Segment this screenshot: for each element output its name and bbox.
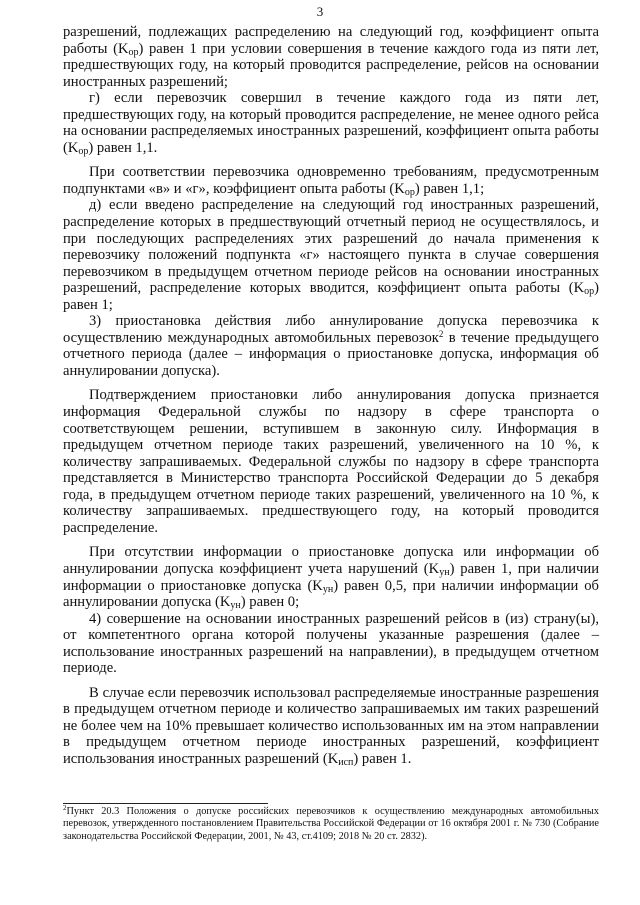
text-segment: ) равен 1.: [353, 750, 412, 767]
subscript: ор: [404, 186, 415, 198]
footnote-separator: [63, 803, 268, 804]
paragraph: [63, 197, 599, 313]
paragraph: [63, 90, 599, 156]
paragraph: [63, 611, 599, 677]
subscript: ор: [128, 46, 139, 58]
paragraph: [63, 313, 599, 379]
subscript: ор: [584, 286, 595, 298]
document-body: [63, 24, 599, 768]
text-segment: При соответствии перевозчика одновременно требованиям, предусмотренным подпунктами «в» и «г», коэффициент опыта работы (K: [63, 164, 599, 197]
footnote-marker: 2: [63, 804, 67, 812]
text-segment: ) равен 1,1.: [88, 139, 158, 156]
page-number: 3: [316, 4, 324, 19]
subscript: исп: [338, 756, 354, 768]
footnote-text: Пункт 20.3 Положения о допуске российских перевозчиков к осуществлению международных автомобильных перевозок, утвержденного постановлением Правительства Российской Федерации от 16 октября 2001 г. № 730 (Собрание законодательства Российской Федерации, 2001, № 43, ст.4109; 2018 № 20 ст. 2832).: [63, 806, 599, 842]
text-segment: г) если перевозчик совершил в течение каждого года из пяти лет, предшествующих году, на который проводится распределение, не менее одного рейса на основании распределяемых иностранных разрешений, коэффициент опыта работы (K: [63, 90, 599, 156]
subscript: ун: [439, 566, 450, 578]
paragraph: [63, 685, 599, 768]
text-segment: ) равен 1,1;: [414, 180, 485, 197]
text-segment: разрешений, подлежащих распределению на следующий год, коэффициент опыта работы (K: [63, 24, 599, 57]
subscript: ун: [322, 583, 334, 595]
text-segment: В случае если перевозчик использовал распределяемые иностранные разрешения в предыдущем отчетном периоде и количество запрашиваемых им таких разрешений не более чем на 10% превышает количество использованных им на этом направлении в предыдущем отчетном периоде иностранных разрешений, коэффициент использования иностранных разрешений (K: [63, 684, 599, 767]
text-segment: При отсутствии информации о приостановке допуска или информации об аннулировании допуска коэффициент учета нарушений (K: [63, 544, 599, 577]
text-segment: ) равен 0,5, при наличии информации об аннулировании допуска (K: [63, 577, 599, 611]
subscript: ор: [78, 145, 89, 157]
text-segment: ) равен 0;: [240, 594, 300, 611]
footnote: [63, 806, 599, 843]
text-segment: 4) совершение на основании иностранных разрешений рейсов в (из) страну(ы), от компетентного органа которой получены указанные разрешения (далее – использование иностранных разрешений на направлении), в предыдущем отчетном периоде.: [63, 610, 599, 677]
paragraph: [63, 544, 599, 610]
paragraph: [63, 387, 599, 536]
text-segment: д) если введено распределение на следующий год иностранных разрешений, распределение которых в предшествующий отчетный период не осуществлялось, и при последующих распределениях этих разрешений до начала применения к перевозчику положений подпункта «г» настоящего пункта в случае совершения перевозчиком в предыдущем отчетном периоде рейсов на основании иностранных разрешений, распределение которых вводится, коэффициент опыта работы (K: [63, 197, 599, 297]
text-segment: в течение предыдущего отчетного периода (далее – информация о приостановке допуска, информация об аннулировании допуска).: [63, 329, 599, 379]
text-segment: ) равен 1 при условии совершения в течение каждого года из пяти лет, предшествующих году, на который проводится распределение, рейсов на основании иностранных разрешений;: [63, 40, 599, 90]
text-segment: Подтверждением приостановки либо аннулирования допуска признается информация Федеральной службы по надзору в сфере транспорта о соответствующем решении, вступившем в законную силу. Информация в предыдущем отчетном периоде таких разрешений, увеличенного на 10 %, к количеству запрашиваемых. Федеральной службы по надзору в сфере транспорта представляется в Министерство транспорта Российской Федерации до 5 декабря года, в предыдущем отчетном периоде таких разрешений, увеличенного на 10 %, к количеству запрашиваемых. предшествующего году, на который проводится распределение.: [63, 387, 599, 536]
paragraph: [63, 24, 599, 90]
text-segment: ) равен 1;: [63, 280, 599, 313]
text-segment: ) равен 1, при наличии информации о приостановке допуска (K: [63, 560, 599, 594]
paragraph: [63, 164, 599, 197]
text-segment: 3) приостановка действия либо аннулирование допуска перевозчика к осуществлению международных автомобильных перевозок: [63, 313, 599, 346]
footnote-reference: 2: [438, 328, 444, 339]
subscript: ун: [230, 600, 241, 612]
